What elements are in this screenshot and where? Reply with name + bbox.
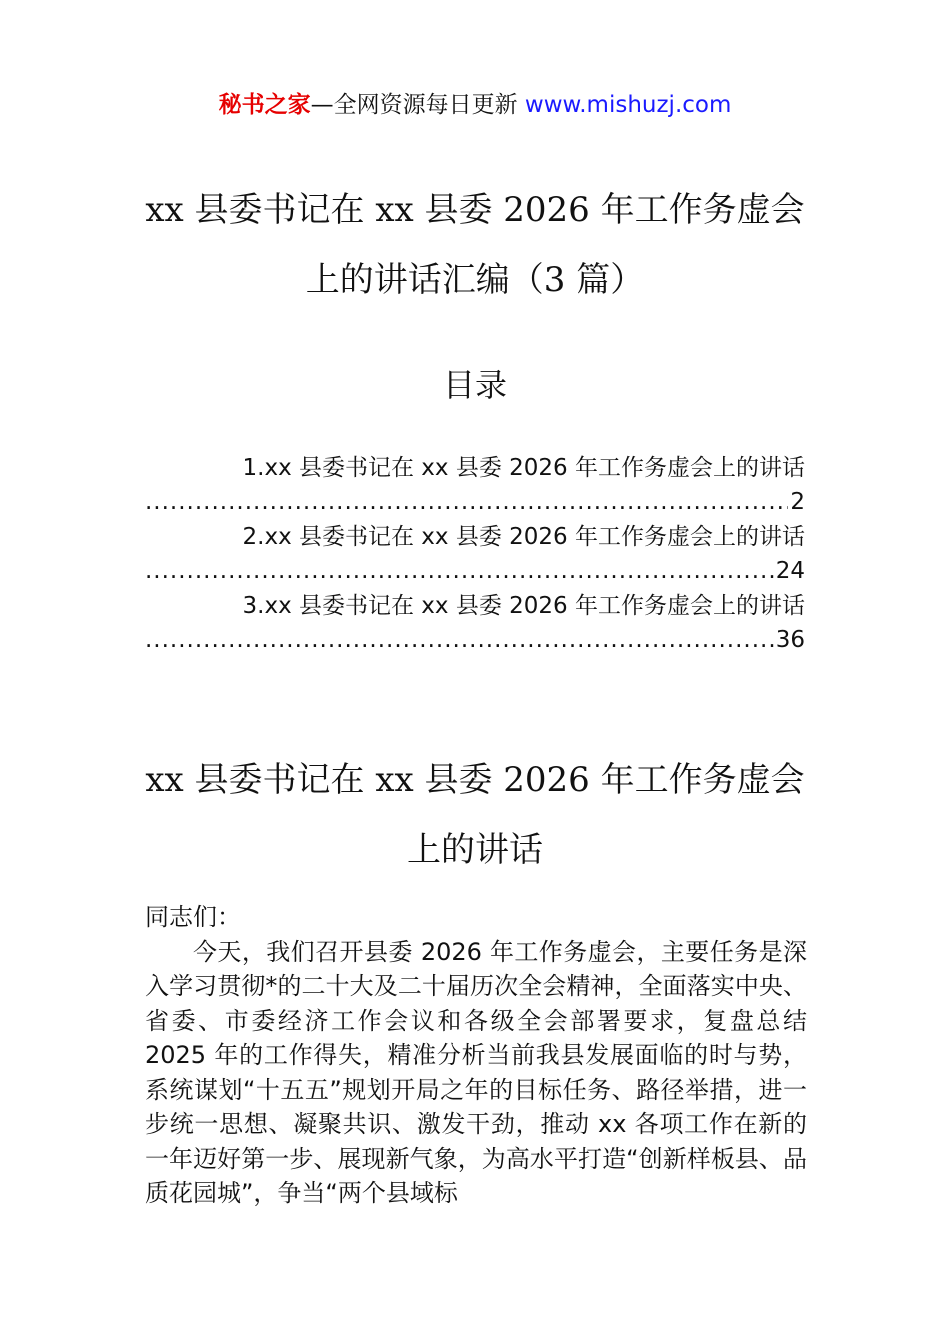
document-title-line2: 上的讲话汇编（3 篇） (305, 260, 645, 300)
toc-entry-leader (145, 555, 805, 588)
toc-heading: 目录 (442, 366, 507, 404)
document-title (0, 175, 950, 315)
speech-title-line1: xx 县委书记在 xx 县委 2026 年工作务虚会 (145, 760, 805, 800)
dot-leader (145, 555, 774, 588)
document-title-line1: xx 县委书记在 xx 县委 2026 年工作务虚会 (145, 190, 805, 230)
toc-entry-title[interactable]: 2.xx 县委书记在 xx 县委 2026 年工作务虚会上的讲话 (242, 524, 805, 550)
toc-page-number: 24 (775, 558, 805, 584)
toc-entry-leader (145, 624, 805, 657)
speech-salutation: 同志们： (145, 903, 241, 931)
toc-entry-title[interactable]: 3.xx 县委书记在 xx 县委 2026 年工作务虚会上的讲话 (242, 593, 805, 619)
site-url-link[interactable]: www.mishuzj.com (524, 92, 732, 118)
dot-leader (145, 624, 774, 657)
toc-entry-2[interactable] (145, 519, 805, 588)
site-header (0, 88, 950, 122)
site-tagline: —全网资源每日更新 (310, 92, 525, 118)
site-brand: 秘书之家 (218, 92, 311, 118)
speech-body (145, 900, 807, 1211)
dot-leader (145, 486, 788, 519)
table-of-contents (145, 450, 805, 657)
speech-paragraph: 今天，我们召开县委 2026 年工作务虚会，主要任务是深入学习贯彻*的二十大及二十届历次全会精神，全面落实中央、省委、市委经济工作会议和各级全会部署要求，复盘总结 2025 年的工作得失，精准分析当前我县发展面临的时与势，系统谋划“十五五”规划开局之年的目标任务、路径举措，进一步统一思想、凝聚共识、激发干劲，推动 xx 各项工作在新的一年迈好第一步、展现新气象，为高水平打造“创新样板县、品质花园城”，争当“两个县域标 (145, 937, 807, 1207)
speech-title (0, 745, 950, 885)
toc-entry-leader (145, 486, 805, 519)
speech-title-line2: 上的讲话 (407, 830, 543, 870)
toc-entry-title[interactable]: 1.xx 县委书记在 xx 县委 2026 年工作务虚会上的讲话 (242, 455, 805, 481)
toc-entry-3[interactable] (145, 588, 805, 657)
toc-entry-1[interactable] (145, 450, 805, 519)
toc-page-number: 2 (790, 489, 805, 515)
toc-page-number: 36 (775, 627, 805, 653)
